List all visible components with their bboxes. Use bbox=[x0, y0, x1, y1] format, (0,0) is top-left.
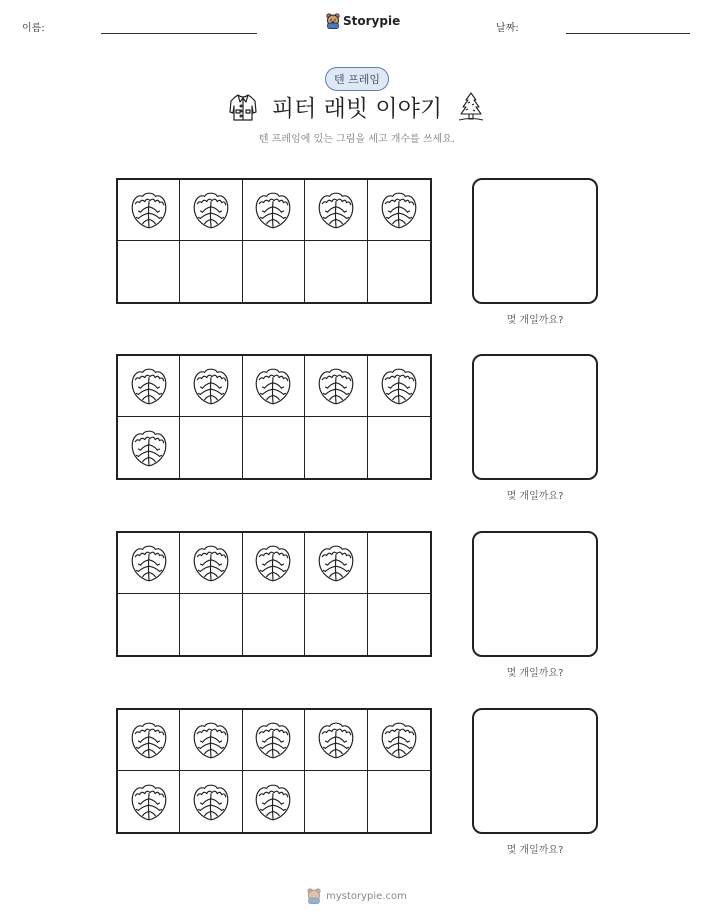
ten-frame-cell bbox=[243, 771, 305, 832]
count-question: 몇 개일까요? bbox=[506, 491, 564, 502]
ten-frame-cell bbox=[368, 180, 430, 241]
ten-frame-cell bbox=[243, 180, 305, 241]
page-title-text: 피터 래빗 이야기 bbox=[271, 96, 443, 122]
ten-frame-cell bbox=[368, 533, 430, 594]
count-question: 몇 개일까요? bbox=[506, 315, 564, 326]
ten-frame-cell bbox=[305, 594, 367, 655]
ten-frame-cell bbox=[243, 241, 305, 302]
answer-box[interactable] bbox=[472, 708, 598, 834]
ten-frame-cell bbox=[243, 533, 305, 594]
count-question: 몇 개일까요? bbox=[506, 845, 564, 856]
name-line bbox=[101, 33, 257, 34]
ten-frame-cell bbox=[118, 771, 180, 832]
lettuce-icon bbox=[128, 427, 170, 469]
ten-frame-cell bbox=[368, 594, 430, 655]
lettuce-icon bbox=[378, 719, 420, 761]
jacket-icon bbox=[228, 92, 258, 122]
instructions: 텐 프레임에 있는 그림을 세고 개수를 쓰세요. bbox=[258, 134, 456, 145]
ten-frame bbox=[116, 531, 432, 657]
lettuce-icon bbox=[190, 719, 232, 761]
ten-frame-cell bbox=[305, 710, 367, 771]
ten-frame-cell bbox=[368, 241, 430, 302]
ten-frame-cell bbox=[305, 241, 367, 302]
ten-frame-cell bbox=[118, 241, 180, 302]
ten-frame-cell bbox=[180, 771, 242, 832]
ten-frame-cell bbox=[305, 533, 367, 594]
brand-logo bbox=[326, 13, 400, 29]
lettuce-icon bbox=[252, 719, 294, 761]
lettuce-icon bbox=[190, 189, 232, 231]
pine-tree-icon bbox=[456, 91, 486, 123]
answer-box[interactable] bbox=[472, 531, 598, 657]
ten-frame bbox=[116, 708, 432, 834]
lettuce-icon bbox=[315, 719, 357, 761]
bear-logo-icon bbox=[307, 888, 321, 904]
ten-frame-cell bbox=[305, 356, 367, 417]
ten-frame-cell bbox=[118, 594, 180, 655]
bear-logo-icon bbox=[326, 13, 340, 29]
ten-frame-cell bbox=[180, 594, 242, 655]
lettuce-icon bbox=[252, 189, 294, 231]
ten-frame-cell bbox=[243, 417, 305, 478]
ten-frame-cell bbox=[243, 710, 305, 771]
ten-frame-cell bbox=[118, 710, 180, 771]
footer bbox=[0, 888, 714, 904]
lettuce-icon bbox=[315, 542, 357, 584]
ten-frame-cell bbox=[368, 417, 430, 478]
lettuce-icon bbox=[378, 189, 420, 231]
lettuce-icon bbox=[128, 189, 170, 231]
ten-frame-cell bbox=[118, 533, 180, 594]
count-question: 몇 개일까요? bbox=[506, 668, 564, 679]
name-label: 이름: bbox=[22, 23, 45, 34]
ten-frame-cell bbox=[180, 180, 242, 241]
lettuce-icon bbox=[315, 189, 357, 231]
answer-box[interactable] bbox=[472, 178, 598, 304]
lettuce-icon bbox=[128, 781, 170, 823]
lettuce-icon bbox=[378, 365, 420, 407]
ten-frame-cell bbox=[118, 417, 180, 478]
date-label: 날짜: bbox=[496, 23, 519, 34]
ten-frame-cell bbox=[368, 710, 430, 771]
lettuce-icon bbox=[190, 542, 232, 584]
lettuce-icon bbox=[252, 365, 294, 407]
footer-url: mystorypie.com bbox=[326, 890, 407, 902]
ten-frame-cell bbox=[180, 533, 242, 594]
ten-frame bbox=[116, 178, 432, 304]
ten-frame-cell bbox=[305, 771, 367, 832]
ten-frame-cell bbox=[368, 356, 430, 417]
date-line bbox=[566, 33, 690, 34]
ten-frame-cell bbox=[305, 180, 367, 241]
ten-frame-cell bbox=[180, 417, 242, 478]
ten-frame-cell bbox=[180, 241, 242, 302]
ten-frame-cell bbox=[243, 594, 305, 655]
lettuce-icon bbox=[128, 719, 170, 761]
lettuce-icon bbox=[315, 365, 357, 407]
lettuce-icon bbox=[252, 542, 294, 584]
ten-frame-cell bbox=[180, 710, 242, 771]
ten-frame-cell bbox=[118, 180, 180, 241]
lettuce-icon bbox=[252, 781, 294, 823]
lettuce-icon bbox=[190, 365, 232, 407]
ten-frame bbox=[116, 354, 432, 480]
ten-frame-cell bbox=[368, 771, 430, 832]
ten-frame-cell bbox=[305, 417, 367, 478]
lettuce-icon bbox=[128, 365, 170, 407]
page-title bbox=[0, 90, 714, 128]
ten-frame-cell bbox=[180, 356, 242, 417]
ten-frame-cell bbox=[118, 356, 180, 417]
worksheet-type-badge: 텐 프레임 bbox=[325, 67, 389, 91]
ten-frame-cell bbox=[243, 356, 305, 417]
lettuce-icon bbox=[128, 542, 170, 584]
lettuce-icon bbox=[190, 781, 232, 823]
brand-name: Storypie bbox=[343, 14, 401, 28]
answer-box[interactable] bbox=[472, 354, 598, 480]
